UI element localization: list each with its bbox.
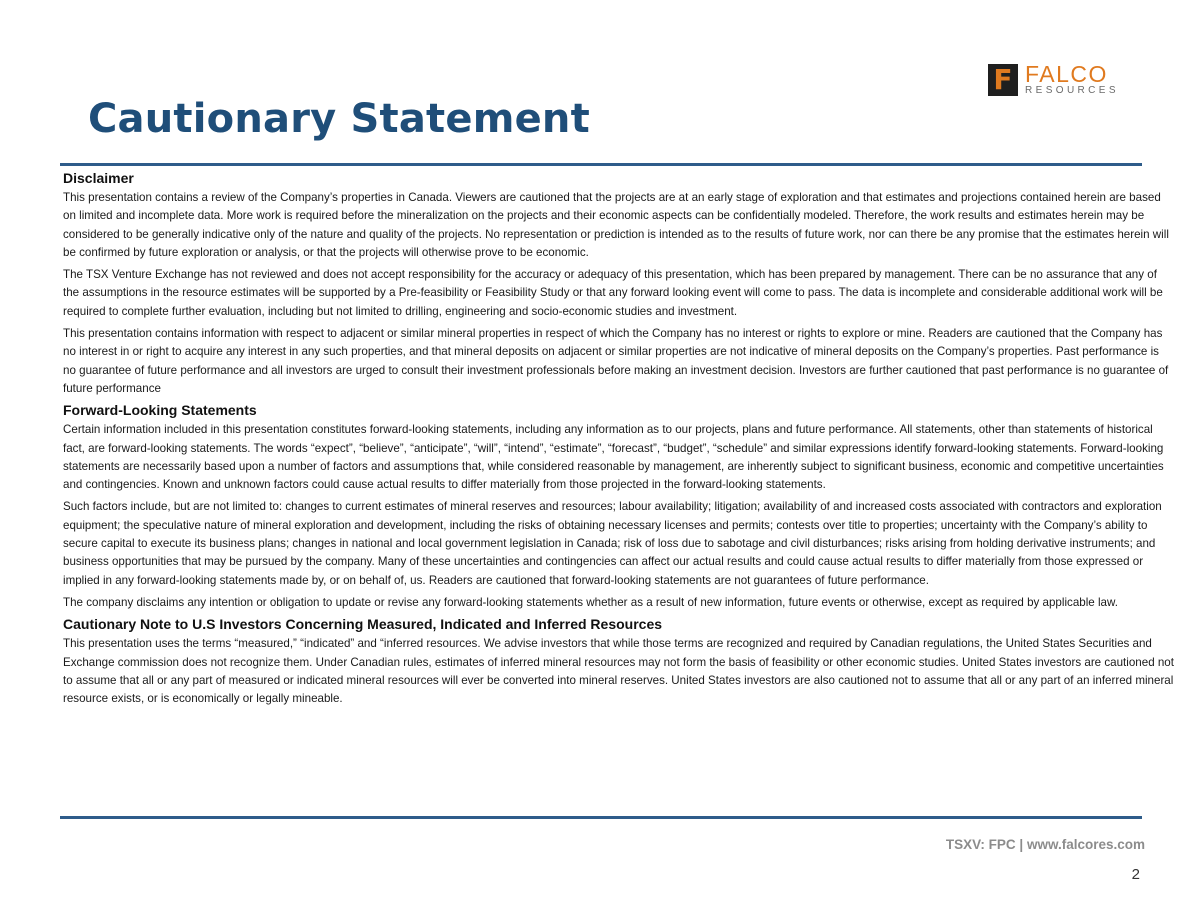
top-divider (60, 163, 1142, 166)
disclaimer-paragraph-1: This presentation contains a review of the Company’s properties in Canada. Viewers are cautioned that the projects are at an early stage of exploration and that estimates and projections contained herein are based on limited and incomplete data. More work is required before the mineralization on the projects and their economic aspects can be confidentially modeled. Therefore, the work results and estimates herein may be considered to be generally indicative only of the nature and quality of the projects. No representation or prediction is intended as to the results of future work, nor can there be any promise that the estimates herein will be confirmed by future exploration or analysis, or that the projects will otherwise prove to be economic. (63, 191, 1169, 259)
disclaimer-paragraph-3: This presentation contains information with respect to adjacent or similar mineral properties in respect of which the Company has no interest or rights to explore or mine. Readers are cautioned that the Company has no interest in or right to acquire any interest in any such properties, and that mineral deposits on adjacent or similar properties are not indicative of mineral deposits on the Company’s properties. Past performance is no guarantee of future performance and all investors are urged to consult their investment professionals before making an investment decision. Investors are further cautioned that past performance is no guarantee of future performance (63, 327, 1169, 395)
logo-mark-letter: F (993, 62, 1013, 96)
disclaimer-heading: Disclaimer (63, 170, 134, 186)
forward-looking-heading: Forward-Looking Statements (63, 402, 257, 419)
logo-name: FALCO (1025, 61, 1108, 87)
page-title: Cautionary Statement (88, 96, 590, 142)
disclaimer-paragraph-2: The TSX Venture Exchange has not reviewed and does not accept responsibility for the accuracy or adequacy of this presentation, which has been prepared by management. There can be no assurance that any of the assumptions in the resource estimates will be supported by a Pre-feasibility or Feasibility Study or that any forward looking event will come to pass. The data is incomplete and considerable additional work will be required to complete further evaluation, including but not limited to drilling, engineering and socio-economic studies and investment. (63, 268, 1163, 318)
footer-ticker-url: TSXV: FPC | www.falcores.com (945, 837, 1145, 852)
logo-text (1025, 63, 1119, 96)
page-number: 2 (1131, 866, 1140, 883)
forward-looking-paragraph-3: The company disclaims any intention or obligation to update or revise any forward-looking statements whether as a result of new information, future events or otherwise, except as required by applicable law. (63, 595, 1118, 609)
company-logo (988, 63, 1119, 96)
forward-looking-paragraph-2: Such factors include, but are not limited to: changes to current estimates of mineral reserves and resources; labour availability; litigation; availability of and increased costs associated with contractors and exploration equipment; the speculative nature of mineral exploration and development, including the risks of obtaining necessary licenses and permits; contests over title to properties; uncertainty with the Company’s ability to secure capital to execute its business plans; changes in national and local government legislation in Canada; risk of loss due to sabotage and civil disturbances; risks arising from holding derivative instruments; and business opportunities that may be pursued by the company. Many of these uncertainties and contingencies can affect our actual results and could cause actual results to differ materially from those expressed or implied in any forward-looking statements made by, or on behalf of, us. Readers are cautioned that forward-looking statements are not guarantees of future performance. (63, 500, 1162, 587)
us-investors-paragraph-1: This presentation uses the terms “measured,” “indicated” and “inferred resources. We advise investors that while those terms are recognized and required by Canadian regulations, the United States Securities and Exchange commission does not recognize them. Under Canadian rules, estimates of inferred mineral resources may not form the basis of feasibility or other economic studies. United States investors are cautioned not to assume that all or any part of measured or indicated mineral resources will ever be converted into mineral reserves. United States investors are also cautioned not to assume that all or any part of an inferred mineral resource exists, or is economically or legally mineable. (63, 637, 1174, 706)
falco-logo-icon (988, 64, 1018, 96)
bottom-divider (60, 816, 1142, 819)
logo-subtitle: RESOURCES (1025, 85, 1119, 96)
forward-looking-paragraph-1: Certain information included in this presentation constitutes forward-looking statements, including any information as to our projects, plans and future performance. All statements, other than statements of historical fact, are forward-looking statements. The words “expect”, “believe”, “anticipate”, “will”, “intend”, “estimate”, “forecast”, “budget”, “schedule” and similar expressions identify forward-looking statements. Forward-looking statements are necessarily based upon a number of factors and assumptions that, while considered reasonable by management, are inherently subject to significant business, economic and competitive uncertainties and contingencies. Known and unknown factors could cause actual results to differ materially from those projected in the forward-looking statements. (63, 423, 1164, 492)
statement-body (63, 170, 1175, 712)
us-investors-heading: Cautionary Note to U.S Investors Concerning Measured, Indicated and Inferred Resources (63, 616, 663, 633)
